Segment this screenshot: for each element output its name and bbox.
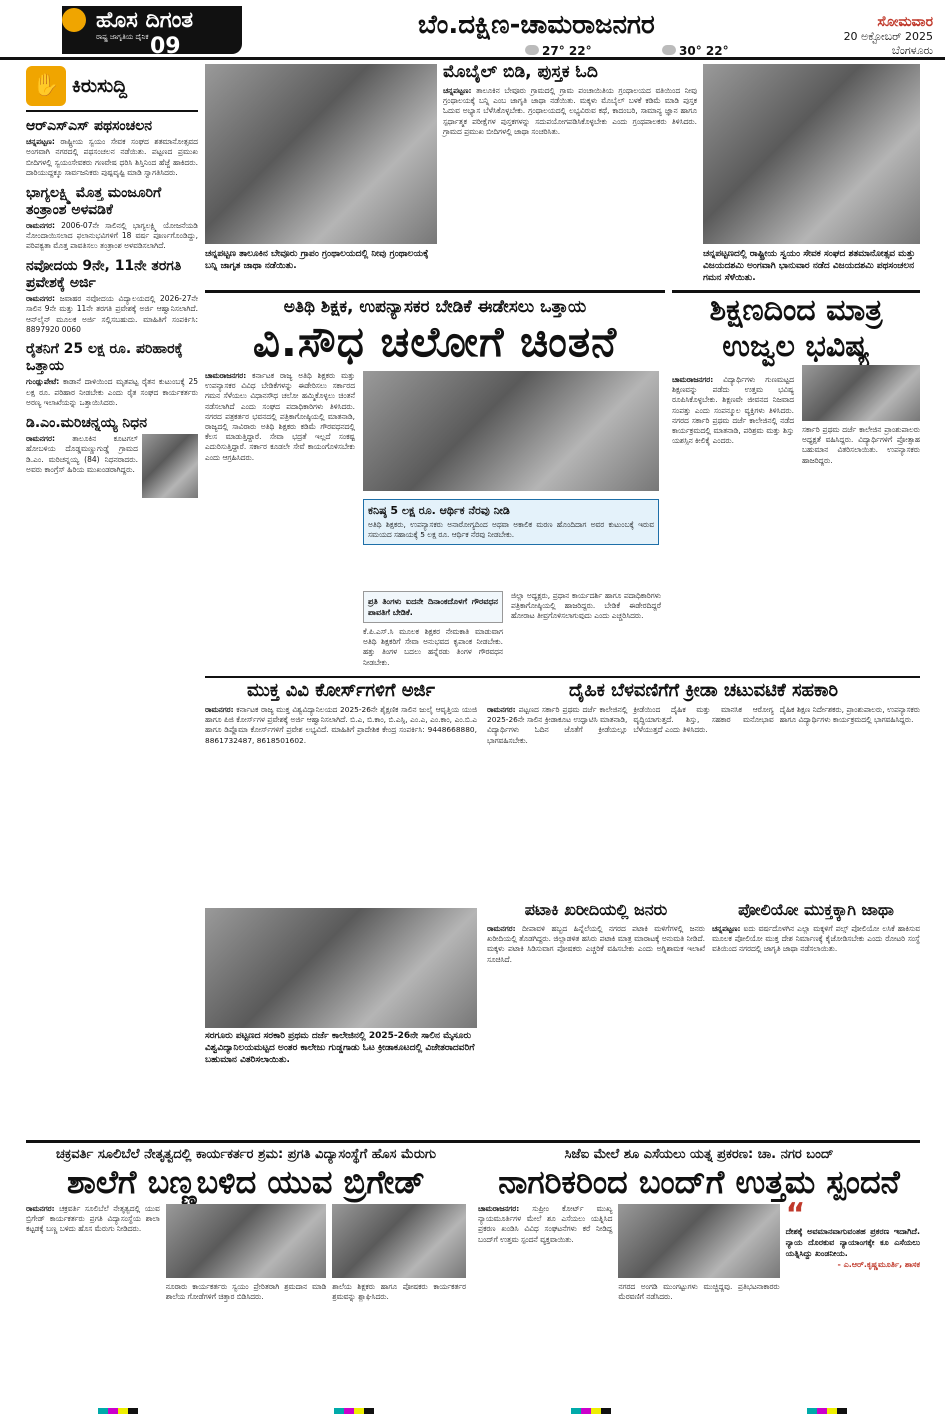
brief-body [26,221,198,252]
story-text: ಕರ್ನಾಟಕ ರಾಜ್ಯ ಮುಕ್ತ ವಿಶ್ವವಿದ್ಯಾನಿಲಯದ 2025-26ನೇ ಶೈಕ್ಷಣಿಕ ಸಾಲಿನ ಜುಲೈ ಆವೃತ್ತಿಯ ಯುಜಿ ಹಾಗೂ ಪಿಜಿ ಕೋರ್ಸ್‌ಗಳ ಪ್ರವೇಶಕ್ಕೆ ಅರ್ಜಿ ಆಹ್ವಾನಿಸಲಾಗಿದೆ. ಬಿ.ಎ, ಬಿ.ಕಾಂ, ಬಿ.ಎಸ್ಸಿ, ಎಂ.ಎ, ಎಂ.ಕಾಂ, ಎಂ.ಬಿ.ಎ ಹಾಗೂ ಡಿಪ್ಲೊಮಾ ಕೋರ್ಸ್‌ಗಳಿಗೆ ಪ್ರವೇಶ ಲಭ್ಯವಿದೆ. ಮಾಹಿತಿಗೆ ಪ್ರಾದೇಶಿಕ ಕೇಂದ್ರ ಸಂಪರ್ಕಿಸಿ: 9448668880, 8861732487, 8618501602. [205,705,477,745]
story-column [332,1204,466,1302]
library-rally-photo [205,64,437,244]
page-number: 09 [150,34,181,59]
story-dateline: ರಾಮನಗರ: [487,924,516,933]
story-text: ದೀಪಾವಳಿ ಹಬ್ಬದ ಹಿನ್ನೆಲೆಯಲ್ಲಿ ನಗರದ ಪಟಾಕಿ ಮಳಿಗೆಗಳಲ್ಲಿ ಜನರು ಖರೀದಿಯಲ್ಲಿ ತೊಡಗಿದ್ದರು. ಜಿಲ್ಲಾಡಳಿತ ಹಸಿರು ಪಟಾಕಿ ಮಾತ್ರ ಮಾರಾಟಕ್ಕೆ ಅನುಮತಿ ನೀಡಿದೆ. ಮಕ್ಕಳು ಪಟಾಕಿ ಸಿಡಿಸುವಾಗ ಪೋಷಕರು ಎಚ್ಚರಿಕೆ ವಹಿಸಬೇಕು ಎಂದು ಅಗ್ನಿಶಾಮಕ ಇಲಾಖೆ ಸೂಚಿಸಿದೆ. [487,924,705,964]
brief-dateline: ರಾಮನಗರ: [26,220,55,230]
mobile-story [443,62,697,137]
pinch-hand-icon: ✋ [26,66,66,106]
story-text: ತಾಲೂಕಿನ ಬೇವೂರು ಗ್ರಾಮದಲ್ಲಿ ಗ್ರಾಮ ಪಂಚಾಯಿತಿಯ ಗ್ರಂಥಾಲಯದ ವತಿಯಿಂದ ನೀವು ಗ್ರಂಥಾಲಯಕ್ಕೆ ಬನ್ನಿ ಎಂಬ ಜಾಗೃತಿ ಜಾಥಾ ನಡೆಯಿತು. ಮಕ್ಕಳು ಮೊಬೈಲ್ ಬಳಕೆ ಕಡಿಮೆ ಮಾಡಿ ಪುಸ್ತಕ ಓದುವ ಅಭ್ಯಾಸ ಬೆಳೆಸಿಕೊಳ್ಳಬೇಕು. ಗ್ರಂಥಾಲಯದಲ್ಲಿ ಲಭ್ಯವಿರುವ ಕಥೆ, ಕಾದಂಬರಿ, ಸಾಮಾನ್ಯ ಜ್ಞಾನ ಹಾಗೂ ಸ್ಪರ್ಧಾತ್ಮಕ ಪರೀಕ್ಷೆಗಳ ಪುಸ್ತಕಗಳನ್ನು ಸದುಪಯೋಗಪಡಿಸಿಕೊಳ್ಳಬೇಕು ಎಂದು ಗ್ರಂಥಪಾಲಕರು ತಿಳಿಸಿದರು. ಗ್ರಾಮದ ಪ್ರಮುಖ ಬೀದಿಗಳಲ್ಲಿ ಜಾಥಾ ಸಂಚರಿಸಿತು. [443,86,697,136]
story-headline: ನಾಗರಿಕರಿಂದ ಬಂದ್‌ಗೆ ಉತ್ತಮ ಸ್ಪಂದನೆ [498,1163,900,1201]
top-strip [205,62,920,288]
quote-attribution: - ಎ.ಆರ್.ಕೃಷ್ಣಮೂರ್ತಿ, ಶಾಸಕ [837,1260,920,1269]
weather-temp-1: 27° 22° [542,44,592,58]
brief-text: ಕಾಡಾನೆ ದಾಳಿಯಿಂದ ಮೃತಪಟ್ಟ ರೈತನ ಕುಟುಂಬಕ್ಕೆ 25 ಲಕ್ಷ ರೂ. ಪರಿಹಾರ ನೀಡಬೇಕು ಎಂದು ರೈತ ಸಂಘದ ಕಾರ್ಯಕರ್ತರು ಅರಣ್ಯ ಇಲಾಖೆಯನ್ನು ಒತ್ತಾಯಿಸಿದರು. [26,377,199,408]
brief-body [26,377,198,408]
story-headline: ಪಟಾಕಿ ಖರೀದಿಯಲ್ಲಿ ಜನರು [524,900,668,919]
story-text: ಕೆ.ಪಿ.ಎಸ್.ಸಿ ಮೂಲಕ ಶಿಕ್ಷಕರ ನೇಮಕಾತಿ ಮಾಡುವಾಗ ಅತಿಥಿ ಶಿಕ್ಷಕರಿಗೆ ಸೇವಾ ಅನುಭವದ ಕೃಪಾಂಕ ನೀಡಬೇಕು. ಹತ್ತು ತಿಂಗಳ ಬದಲು ಹನ್ನೆರಡು ತಿಂಗಳ ಗೌರವಧನ ನೀಡಬೇಕು. [363,627,503,667]
story-text: ನಗರದ ಅಂಗಡಿ ಮುಂಗಟ್ಟುಗಳು ಮುಚ್ಚಿದ್ದವು. ಪ್ರತಿಭಟನಾಕಾರರು ಮೆರವಣಿಗೆ ನಡೆಸಿದರು. [618,1282,780,1302]
weather-bengaluru-south [525,44,592,58]
obituary-portrait [142,434,198,498]
painting-photo [166,1204,327,1278]
color-reg-mark [334,1408,374,1414]
story-dateline: ಚಾಮರಾಜನಗರ: [478,1204,520,1213]
edition-title: ಬೆಂ.ದಕ್ಷಿಣ-ಚಾಮರಾಜನಗರ [418,10,655,40]
story-dateline: ಚನ್ನಪಟ್ಟಣ: [712,924,741,933]
story-body [443,86,697,137]
protest-photo [618,1204,779,1278]
story-text: ಸುಪ್ರೀಂ ಕೋರ್ಟ್ ಮುಖ್ಯ ನ್ಯಾಯಮೂರ್ತಿಗಳ ಮೇಲೆ ಶೂ ಎಸೆಯಲು ಯತ್ನಿಸಿದ ಪ್ರಕರಣ ಖಂಡಿಸಿ ವಿವಿಧ ಸಂಘಟನೆಗಳು ಕರೆ ನೀಡಿದ್ದ ಬಂದ್‌ಗೆ ಉತ್ತಮ ಸ್ಪಂದನೆ ವ್ಯಕ್ತವಾಯಿತು. [478,1204,613,1244]
story-columns [478,1197,920,1302]
open-university-story [205,678,477,746]
brief-text: 2006-07ನೇ ಸಾಲಿನಲ್ಲಿ ಭಾಗ್ಯಲಕ್ಷ್ಮಿ ಯೋಜನೆಯಡಿ ನೋಂದಾಯಿಸಲಾದ ಫಲಾನುಭವಿಗಳಿಗೆ 18 ವರ್ಷ ಪೂರ್ಣಗೊಂಡಿದ್ದು, ಪರಿಪಕ್ವತಾ ಮೊತ್ತ ಪಾವತಿಸಲು ತಂತ್ರಾಂಶ ಅಳವಡಿಸಲಾಗಿದೆ. [26,220,198,251]
story-text: ಪಟ್ಟಣದ ಸರ್ಕಾರಿ ಪ್ರಥಮ ದರ್ಜೆ ಕಾಲೇಜಿನಲ್ಲಿ 2025-26ನೇ ಸಾಲಿನ ಕ್ರೀಡಾಕೂಟ ಉದ್ಘಾಟಿಸಿ ಮಾತನಾಡಿ, ವಿದ್ಯಾರ್ಥಿಗಳು ಓದಿನ ಜೊತೆಗೆ ಕ್ರೀಡೆಯಲ್ಲೂ ಭಾಗವಹಿಸಬೇಕು. [487,705,628,745]
second-row [205,676,920,896]
bottom-band [26,1140,920,1302]
brief-dateline: ಚನ್ನಪಟ್ಟಣ: [26,137,55,146]
sun-logo-icon [62,8,86,32]
color-reg-mark [807,1408,847,1414]
brief-text: ರಾಷ್ಟ್ರೀಯ ಸ್ವಯಂ ಸೇವಕ ಸಂಘದ ಶತಮಾನೋತ್ಸವದ ಅಂಗವಾಗಿ ನಗರದಲ್ಲಿ ಪಥಸಂಚಲನ ನಡೆಯಿತು. ಪಟ್ಟಣದ ಪ್ರಮುಖ ಬೀದಿಗಳಲ್ಲಿ ಸ್ವಯಂಸೇವಕರು ಗಣವೇಷ ಧರಿಸಿ ಶಿಸ್ತಿನಿಂದ ಹೆಜ್ಜೆ ಹಾಕಿದರು. ದಾರಿಯುದ್ದಕ್ಕೂ ಸಾರ್ವಜನಿಕರು ಪುಷ್ಪವೃಷ್ಟಿ ಮಾಡಿ ಸ್ವಾಗತಿಸಿದರು. [26,137,198,178]
registration-marks [0,1408,945,1416]
quote-mark-icon: “ [785,1197,806,1232]
story-dateline: ಚಾಮರಾಜನಗರ: [672,375,714,384]
story-body [487,924,705,965]
youth-brigade-story [26,1147,466,1302]
education-story [672,290,920,670]
story-dateline: ರಾಮನಗರ: [487,705,516,714]
story-column-1 [672,375,794,446]
story-dateline: ರಾಮನಗರ: [205,705,234,714]
pull-quote: ಪ್ರತಿ ತಿಂಗಳು ಐದನೇ ದಿನಾಂಕದೊಳಗೆ ಗೌರವಧನ ಪಾವತಿಗೆ ಬೇಡಿಕೆ. [363,591,503,623]
brief-title: ಆರ್‌ಎಸ್‌ಎಸ್ ಪಥಸಂಚಲನ [26,118,153,134]
lead-story [205,290,665,670]
brief-dateline: ಗುಂಡ್ಲುಪೇಟೆ: [26,377,60,387]
story-kicker: ಸಿಜೆಐ ಮೇಲೆ ಶೂ ಎಸೆಯಲು ಯತ್ನ ಪ್ರಕರಣ: ಚಾ. ನಗರ ಬಂದ್ [564,1147,834,1162]
story-dateline: ಚಾಮರಾಜನಗರ: [205,371,247,380]
press-meet-photo [363,371,659,491]
day-label: ಸೋಮವಾರ [877,14,933,30]
brief-body [26,294,198,336]
briefs-header [26,62,198,112]
cloud-icon [525,45,539,55]
lead-column-3: ಜಿಲ್ಲಾ ಅಧ್ಯಕ್ಷರು, ಪ್ರಧಾನ ಕಾರ್ಯದರ್ಶಿ ಹಾಗೂ ಪದಾಧಿಕಾರಿಗಳು ಪತ್ರಿಕಾಗೋಷ್ಠಿಯಲ್ಲಿ ಹಾಜರಿದ್ದರು. ಬೇಡಿಕೆ ಈಡೇರದಿದ್ದರೆ ಹೋರಾಟ ತೀವ್ರಗೊಳಿಸಲಾಗುವುದು ಎಂದು ಎಚ್ಚರಿಸಿದರು. [511,591,661,621]
quote-text: ದೇಶಕ್ಕೆ ಅವಮಾನವಾಗುವಂತಹ ಪ್ರಕರಣ ಇದಾಗಿದೆ. ನ್ಯಾಯ ದೊರಕುವ ನ್ಯಾಯಾಂಗಕ್ಕೇ ಕೂ ಎಸೆಯಲು ಯತ್ನಿಸಿದ್ದು ಖಂಡನೀಯ. [785,1227,920,1258]
story-text: ಶಾಲೆಯ ಶಿಕ್ಷಕರು ಹಾಗೂ ಪೋಷಕರು ಕಾರ್ಯಕರ್ತರ ಶ್ರಮವನ್ನು ಶ್ಲಾಘಿಸಿದರು. [332,1282,466,1302]
story-columns [26,1204,466,1302]
date-block [844,14,933,58]
sports-winners-photo [205,908,477,1028]
brief-title: ರೈತನಿಗೆ 25 ಲಕ್ಷ ರೂ. ಪರಿಹಾರಕ್ಕೆ ಒತ್ತಾಯ [26,341,183,375]
lead-kicker: ಅತಿಥಿ ಶಿಕ್ಷಕ, ಉಪನ್ಯಾಸಕರ ಬೇಡಿಕೆ ಈಡೇಸಲು ಒತ್ತಾಯ [283,297,587,317]
story-column [478,1204,612,1302]
photo-caption: ಚನ್ನಪಟ್ಟಣದಲ್ಲಿ ರಾಷ್ಟ್ರೀಯ ಸ್ವಯಂ ಸೇವಕ ಸಂಘದ ಶತಮಾನೋತ್ಸವ ಮತ್ತು ವಿಜಯದಶಮಿ ಅಂಗವಾಗಿ ಭಾನುವಾರ ನಡೆದ ವಿಜಯದಶಮಿ ಪಥಸಂಚಲನ ಗಮನ ಸೆಳೆಯಿತು. [703,249,916,283]
story-text: ನೂರಾರು ಕಾರ್ಯಕರ್ತರು ಸ್ವಯಂ ಪ್ರೇರಿತರಾಗಿ ಶ್ರಮದಾನ ಮಾಡಿ ಶಾಲೆಯ ಗೋಡೆಗಳಿಗೆ ಚಿತ್ತಾರ ಬಿಡಿಸಿದರು. [165,1282,327,1302]
sports-story [487,678,920,746]
masthead [0,0,945,60]
cloud-icon [662,45,676,55]
brief-title: ನವೋದಯ 9ನೇ, 11ನೇ ತರಗತಿ ಪ್ರವೇಶಕ್ಕೆ ಅರ್ಜಿ [26,257,182,291]
lead-column-1 [205,371,355,463]
story-column [487,705,627,746]
story-columns [487,705,920,746]
callout-box [363,499,659,545]
story-kicker: ಚಕ್ರವರ್ತಿ ಸೂಲಿಬೆಲೆ ನೇತೃತ್ವದಲ್ಲಿ ಕಾರ್ಯಕರ್ತರ ಶ್ರಮ: ಪ್ರಗತಿ ವಿದ್ಯಾಸಂಸ್ಥೆಗೆ ಹೊಸ ಮೆರುಗು [55,1147,437,1162]
lead-headline: ವಿ.ಸೌಧ ಚಲೋಗೆ ಚಿಂತನೆ [252,317,618,366]
story-headline: ಶಾಲೆಗೆ ಬಣ್ಣಬಳಿದ ಯುವ ಬ್ರಿಗೇಡ್ [67,1163,425,1201]
brief-text: ಜವಾಹರ ನವೋದಯ ವಿದ್ಯಾಲಯದಲ್ಲಿ 2026-27ನೇ ಸಾಲಿನ 9ನೇ ಮತ್ತು 11ನೇ ತರಗತಿ ಪ್ರವೇಶಕ್ಕೆ ಅರ್ಜಿ ಆಹ್ವಾನಿಸಲಾಗಿದೆ. ಆನ್‌ಲೈನ್ ಮೂಲಕ ಅರ್ಜಿ ಸಲ್ಲಿಸಬಹುದು. ಮಾಹಿತಿಗೆ ಸಂಪರ್ಕಿಸಿ: 8897920 0060 [26,293,198,335]
polio-story [712,900,920,955]
paper-tagline: ರಾಷ್ಟ್ರ ಜಾಗೃತಿಯ ದೈನಿಕ [96,33,149,41]
photo-caption: ಚನ್ನಪಟ್ಟಣ ತಾಲೂಕಿನ ಬೇವೂರು ಗ್ರಾಪಂ ಗ್ರಂಥಾಲಯದಲ್ಲಿ ನೀವು ಗ್ರಂಥಾಲಯಕ್ಕೆ ಬನ್ನಿ ಜಾಗೃತ ಜಾಥಾ ನಡೆಯಿತು. [205,249,429,271]
weather-temp-2: 30° 22° [679,44,729,58]
bandh-story [478,1147,920,1302]
brief-dateline: ರಾಮನಗರ: [26,293,55,303]
story-column: ಕ್ರೀಡೆಯಿಂದ ದೈಹಿಕ ಮತ್ತು ಮಾನಸಿಕ ಆರೋಗ್ಯ ವೃದ್ಧಿಯಾಗುತ್ತದೆ. ಶಿಸ್ತು, ಸಹಕಾರ ಮನೋಭಾವ ಬೆಳೆಯುತ್ತದೆ ಎಂದು ತಿಳಿಸಿದರು. [633,705,774,735]
story-text: ಚಕ್ರವರ್ತಿ ಸೂಲಿಬೆಲೆ ನೇತೃತ್ವದಲ್ಲಿ ಯುವ ಬ್ರಿಗೇಡ್ ಕಾರ್ಯಕರ್ತರು ಪ್ರಗತಿ ವಿದ್ಯಾಸಂಸ್ಥೆಯ ಶಾಲಾ ಕಟ್ಟಡಕ್ಕೆ ಬಣ್ಣ ಬಳಿದು ಹೊಸ ಮೆರುಗು ನೀಡಿದರು. [26,1204,160,1234]
photo-caption: ಸರಗೂರು ಪಟ್ಟಣದ ಸರಕಾರಿ ಪ್ರಥಮ ದರ್ಜೆ ಕಾಲೇಜಿನಲ್ಲಿ 2025-26ನೇ ಸಾಲಿನ ಮೈಸೂರು ವಿಶ್ವವಿದ್ಯಾನಿಲಯಮಟ್ಟದ ಅಂತರ ಕಾಲೇಜು ಗುಡ್ಡಗಾಡು ಓಟ ಕ್ರೀಡಾಕೂಟದಲ್ಲಿ ವಿಜೇತರಾದವರಿಗೆ ಬಹುಮಾನ ವಿತರಿಸಲಾಯಿತು. [205,1031,475,1065]
date-label: 20 ಅಕ್ಟೋಬರ್ 2025 [843,30,933,43]
story-body [205,705,477,746]
story-headline: ಮುಕ್ತ ವಿವಿ ಕೋರ್ಸ್‌ಗಳಿಗೆ ಅರ್ಜಿ [247,680,435,701]
story-column [618,1204,779,1302]
callout-text: ಅತಿಥಿ ಶಿಕ್ಷಕರು, ಉಪನ್ಯಾಸಕರು ಅನಾರೋಗ್ಯದಿಂದ ಅಥವಾ ಅಕಾಲಿಕ ಮರಣ ಹೊಂದಿದಾಗ ಅವರ ಕುಟುಂಬಕ್ಕೆ ಇರುವ ಸಮಯದ ಸಹಾಯಕ್ಕೆ 5 ಲಕ್ಷ ರೂ. ಆರ್ಥಿಕ ನೆರವು ನೀಡಬೇಕು. [368,520,654,540]
brief-title: ಡಿ.ಎಂ.ಮರಿಚನ್ನಯ್ಯ ನಿಧನ [26,414,148,431]
brief-text: ತಾಲೂಕಿನ ಕೂಟಗಲ್ ಹೋಬಳಿಯ ದೊಡ್ಡಮಣ್ಣುಗುಡ್ಡೆ ಗ್ರಾಮದ ಡಿ.ಎಂ. ಮರಿಚನ್ನಯ್ಯ (84) ನಿಧನರಾದರು. ಅವರು ಕಾಂಗ್ರೆಸ್ ಹಿರಿಯ ಮುಖಂಡರಾಗಿದ್ದರು. [26,433,138,474]
city-label: ಬೆಂಗಳೂರು [891,44,933,57]
story-headline: ಪೋಲಿಯೋ ಮುಕ್ತಕ್ಕಾಗಿ ಜಾಥಾ [738,900,894,919]
brief-dateline: ರಾಮನಗರ: [26,433,55,443]
story-headline: ಮೊಬೈಲ್ ಬಿಡಿ, ಪುಸ್ತಕ ಓದಿ [443,62,598,82]
color-reg-mark [571,1408,611,1414]
story-text: ವಿದ್ಯಾರ್ಥಿಗಳು ಗುಣಮಟ್ಟದ ಶಿಕ್ಷಣವನ್ನು ಪಡೆದು ಉತ್ತಮ ಭವಿಷ್ಯ ರೂಪಿಸಿಕೊಳ್ಳಬೇಕು. ಶಿಕ್ಷಣವೇ ಜೀವನದ ನಿಜವಾದ ಸಂಪತ್ತು ಎಂದು ಸಂಪನ್ಮೂಲ ವ್ಯಕ್ತಿಗಳು ತಿಳಿಸಿದರು. ನಗರದ ಸರ್ಕಾರಿ ಪ್ರಥಮ ದರ್ಜೆ ಕಾಲೇಜಿನಲ್ಲಿ ನಡೆದ ಕಾರ್ಯಕ್ರಮದಲ್ಲಿ ಮಾತನಾಡಿ, ಪರಿಶ್ರಮ ಮತ್ತು ಶಿಸ್ತು ಯಶಸ್ಸಿನ ಕೀಲಿಕೈ ಎಂದರು. [672,375,794,446]
story-text: ಐದು ವರ್ಷದೊಳಗಿನ ಎಲ್ಲಾ ಮಕ್ಕಳಿಗೆ ಪಲ್ಸ್ ಪೋಲಿಯೋ ಲಸಿಕೆ ಹಾಕಿಸುವ ಮೂಲಕ ಪೋಲಿಯೋ ಮುಕ್ತ ದೇಶ ನಿರ್ಮಾಣಕ್ಕೆ ಕೈಜೋಡಿಸಬೇಕು ಎಂದು ರೋಟರಿ ಸಂಸ್ಥೆ ವತಿಯಿಂದ ನಗರದಲ್ಲಿ ಜಾಗೃತಿ ಜಾಥಾ ನಡೆಸಲಾಯಿತು. [712,924,920,954]
story-headline: ಶಿಕ್ಷಣದಿಂದ ಮಾತ್ರ ಉಜ್ವಲ ಭವಿಷ್ಯ [709,293,883,364]
story-dateline: ಚನ್ನಪಟ್ಟಣ: [443,86,472,95]
firecracker-story [487,900,705,965]
story-column: ದೈಹಿಕ ಶಿಕ್ಷಣ ನಿರ್ದೇಶಕರು, ಪ್ರಾಂಶುಪಾಲರು, ಉಪನ್ಯಾಸಕರು ಹಾಗೂ ವಿದ್ಯಾರ್ಥಿಗಳು ಕಾರ್ಯಕ್ರಮದಲ್ಲಿ ಭಾಗವಹಿಸಿದ್ದರು. [779,705,920,725]
story-dateline: ರಾಮನಗರ: [26,1204,55,1213]
volunteers-photo [332,1204,466,1278]
story-text: ಕರ್ನಾಟಕ ರಾಜ್ಯ ಅತಿಥಿ ಶಿಕ್ಷಕರು ಮತ್ತು ಉಪನ್ಯಾಸಕರ ವಿವಿಧ ಬೇಡಿಕೆಗಳನ್ನು ಈಡೇರಿಸಲು ಸರ್ಕಾರದ ಗಮನ ಸೆಳೆಯಲು ವಿಧಾನಸೌಧ ಚಲೋ ಹಮ್ಮಿಕೊಳ್ಳಲು ಚಿಂತನೆ ನಡೆಸಲಾಗಿದೆ ಎಂದು ಸಂಘದ ಪದಾಧಿಕಾರಿಗಳು ತಿಳಿಸಿದರು. ನಗರದ ಪತ್ರಕರ್ತರ ಭವನದಲ್ಲಿ ಪತ್ರಿಕಾಗೋಷ್ಠಿಯಲ್ಲಿ ಮಾತನಾಡಿ, ರಾಜ್ಯದಲ್ಲಿ ಸಾವಿರಾರು ಅತಿಥಿ ಶಿಕ್ಷಕರು ಕಡಿಮೆ ಗೌರವಧನದಲ್ಲಿ ಕೆಲಸ ಮಾಡುತ್ತಿದ್ದಾರೆ. ಸೇವಾ ಭದ್ರತೆ ಇಲ್ಲದೆ ಸಂಕಷ್ಟ ಎದುರಿಸುತ್ತಿದ್ದಾರೆ. ಸರ್ಕಾರ ಕೂಡಲೇ ಸೇವೆ ಕಾಯಂಗೊಳಿಸಬೇಕು ಎಂದು ಆಗ್ರಹಿಸಿದರು. [205,371,355,462]
lead-column-2 [363,591,503,668]
callout-title: ಕನಿಷ್ಠ 5 ಲಕ್ಷ ರೂ. ಆರ್ಥಿಕ ನೆರವು ನೀಡಿ [368,504,510,517]
briefs-title: ಕಿರುಸುದ್ದಿ [72,74,128,97]
rss-march-photo [703,64,920,244]
weather-chamarajanagar [662,44,729,58]
college-event-photo [802,365,920,421]
brief-title: ಭಾಗ್ಯಲಕ್ಷ್ಮಿ ಮೊತ್ತ ಮಂಜೂರಿಗೆ ತಂತ್ರಾಂಶ ಅಳವಡಿಕೆ [26,184,162,218]
paper-name: ಹೊಸ ದಿಗಂತ [96,8,194,33]
story-headline: ದೈಹಿಕ ಬೆಳವಣಿಗೆಗೆ ಕ್ರೀಡಾ ಚಟುವಟಿಕೆ ಸಹಕಾರಿ [569,680,838,701]
story-body [712,924,920,955]
color-reg-mark [98,1408,138,1414]
story-column [166,1204,327,1302]
quote-box [785,1197,920,1302]
story-column [26,1204,160,1302]
story-column-2: ಸರ್ಕಾರಿ ಪ್ರಥಮ ದರ್ಜೆ ಕಾಲೇಜಿನ ಪ್ರಾಂಶುಪಾಲರು ಅಧ್ಯಕ್ಷತೆ ವಹಿಸಿದ್ದರು. ವಿದ್ಯಾರ್ಥಿಗಳಿಗೆ ಪ್ರೋತ್ಸಾಹ ಬಹುಮಾನ ವಿತರಿಸಲಾಯಿತು. ಉಪನ್ಯಾಸಕರು ಹಾಜರಿದ್ದರು. [802,425,920,465]
brief-body [26,137,198,179]
